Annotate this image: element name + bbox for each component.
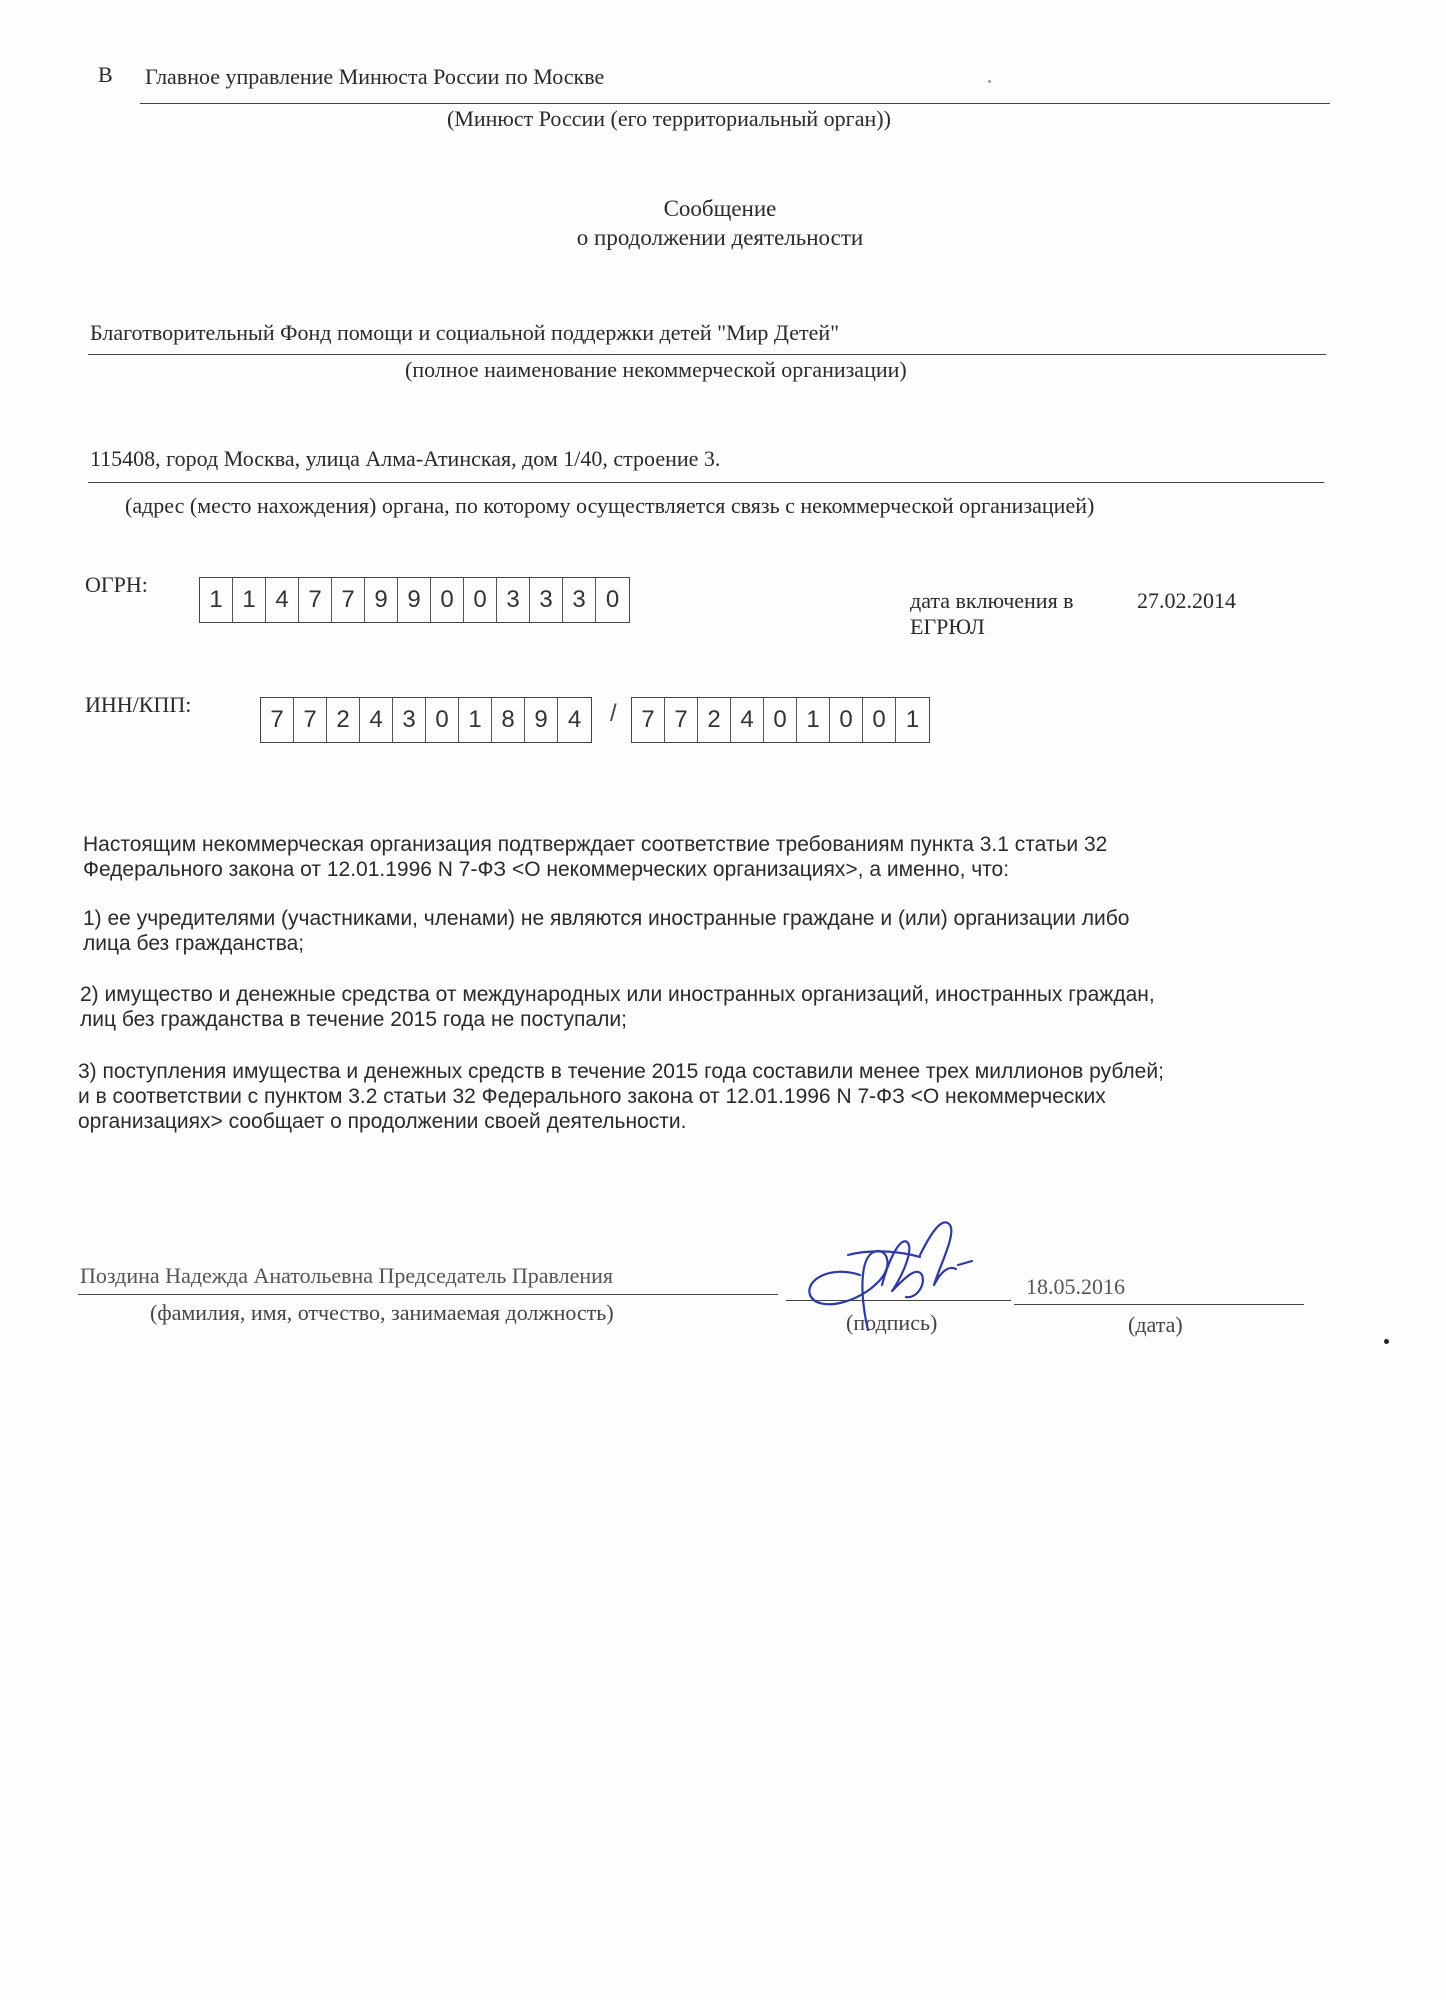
body-item-line: 1) ее учредителями (участниками, членами) не являются иностранные граждане и (или) организации либо xyxy=(83,907,1130,930)
document-subtitle: о продолжении деятельности xyxy=(576,225,864,250)
body-item-line: организациях> сообщает о продолжении своей деятельности. xyxy=(78,1110,687,1133)
kpp-digit: 0 xyxy=(863,698,896,742)
signature-date-underline xyxy=(1014,1304,1304,1305)
body-intro-line: Настоящим некоммерческая организация подтверждает соответствие требованиям пункта 3.1 статьи 32 xyxy=(83,833,1108,856)
body-item-line: лиц без гражданства в течение 2015 года не поступали; xyxy=(80,1008,627,1031)
body-intro-line: Федерального закона от 12.01.1996 N 7-ФЗ <О некоммерческих организациях>, а именно, что: xyxy=(83,858,1010,881)
inn-digit: 8 xyxy=(492,698,525,742)
ogrn-digit: 3 xyxy=(563,578,596,622)
kpp-digit: 1 xyxy=(797,698,830,742)
ogrn-digit: 1 xyxy=(233,578,266,622)
body-item-2 xyxy=(80,982,1155,1032)
ogrn-digit: 0 xyxy=(605,586,620,613)
signatory-name-position: Поздина Надежда Анатольевна Председатель Правления xyxy=(80,1263,614,1288)
signatory-caption: (фамилия, имя, отчество, занимаемая должность) xyxy=(150,1300,614,1325)
inn-kpp-label: ИНН/КПП: xyxy=(85,692,192,717)
organization-name-underline xyxy=(88,354,1326,355)
document-title: Сообщение xyxy=(663,196,777,221)
kpp-digit: 1 xyxy=(905,706,920,733)
egrul-date-label: дата включения в xyxy=(910,588,1074,613)
ogrn-digit: 9 xyxy=(398,578,431,622)
body-item-line: 2) имущество и денежные средства от международных или иностранных организаций, иностранных граждан, xyxy=(80,983,1155,1006)
recipient-caption: (Минюст России (его территориальный орган)) xyxy=(447,106,891,131)
inn-digit: 0 xyxy=(426,698,459,742)
ogrn-digit: 4 xyxy=(266,578,299,622)
egrul-date-value: 27.02.2014 xyxy=(1137,588,1236,613)
body-item-3 xyxy=(78,1059,1164,1134)
organization-name: Благотворительный Фонд помощи и социальной поддержки детей "Мир Детей" xyxy=(90,320,840,345)
handwritten-signature xyxy=(790,1195,1000,1345)
organization-name-caption: (полное наименование некоммерческой организации) xyxy=(405,357,907,382)
inn-digit: 1 xyxy=(459,698,492,742)
organization-address: 115408, город Москва, улица Алма-Атинская, дом 1/40, строение 3. xyxy=(90,446,721,471)
kpp-digit: 2 xyxy=(698,698,731,742)
kpp-boxes xyxy=(631,697,930,743)
ogrn-digit: 7 xyxy=(299,578,332,622)
organization-address-underline xyxy=(88,482,1324,483)
kpp-digit: 4 xyxy=(731,698,764,742)
signatory-underline xyxy=(78,1294,778,1295)
body-item-line: 3) поступления имущества и денежных средств в течение 2015 года составили менее трех миллионов рублей; xyxy=(78,1060,1164,1083)
inn-digit: 2 xyxy=(327,698,360,742)
inn-digit: 3 xyxy=(393,698,426,742)
body-item-1 xyxy=(83,906,1129,956)
ogrn-digit: 9 xyxy=(365,578,398,622)
scan-speck xyxy=(1384,1339,1389,1344)
inn-digit: 7 xyxy=(294,698,327,742)
ogrn-label: ОГРН: xyxy=(85,572,148,597)
egrul-date-label-line2: ЕГРЮЛ xyxy=(910,614,985,639)
ogrn-digit: 7 xyxy=(332,578,365,622)
ogrn-boxes xyxy=(199,577,630,623)
scan-speck xyxy=(988,80,991,83)
body-item-line: лица без гражданства; xyxy=(83,932,305,955)
kpp-digit: 0 xyxy=(764,698,797,742)
body-item-line: и в соответствии с пунктом 3.2 статьи 32 Федерального закона от 12.01.1996 N 7-ФЗ <О некоммерческих xyxy=(78,1085,1106,1108)
inn-kpp-separator: / xyxy=(610,700,617,727)
signature-caption: (подпись) xyxy=(846,1310,938,1335)
signature-date: 18.05.2016 xyxy=(1026,1274,1125,1299)
inn-boxes xyxy=(260,697,592,743)
kpp-digit: 7 xyxy=(665,698,698,742)
kpp-digit: 0 xyxy=(830,698,863,742)
inn-digit: 7 xyxy=(261,698,294,742)
ogrn-digit: 1 xyxy=(200,578,233,622)
ogrn-digit: 0 xyxy=(464,578,497,622)
inn-digit: 9 xyxy=(525,698,558,742)
inn-digit: 4 xyxy=(360,698,393,742)
kpp-digit: 7 xyxy=(632,698,665,742)
recipient-name: Главное управление Минюста России по Москве xyxy=(145,64,605,89)
inn-digit: 4 xyxy=(567,706,582,733)
ogrn-digit: 3 xyxy=(530,578,563,622)
ogrn-digit: 3 xyxy=(497,578,530,622)
signature-date-caption: (дата) xyxy=(1128,1312,1183,1337)
recipient-underline xyxy=(140,103,1330,104)
recipient-prefix: В xyxy=(98,62,113,87)
body-intro xyxy=(83,832,1107,882)
ogrn-digit: 0 xyxy=(431,578,464,622)
organization-address-caption: (адрес (место нахождения) органа, по которому осуществляется связь с некоммерческой организацией) xyxy=(125,493,1095,518)
